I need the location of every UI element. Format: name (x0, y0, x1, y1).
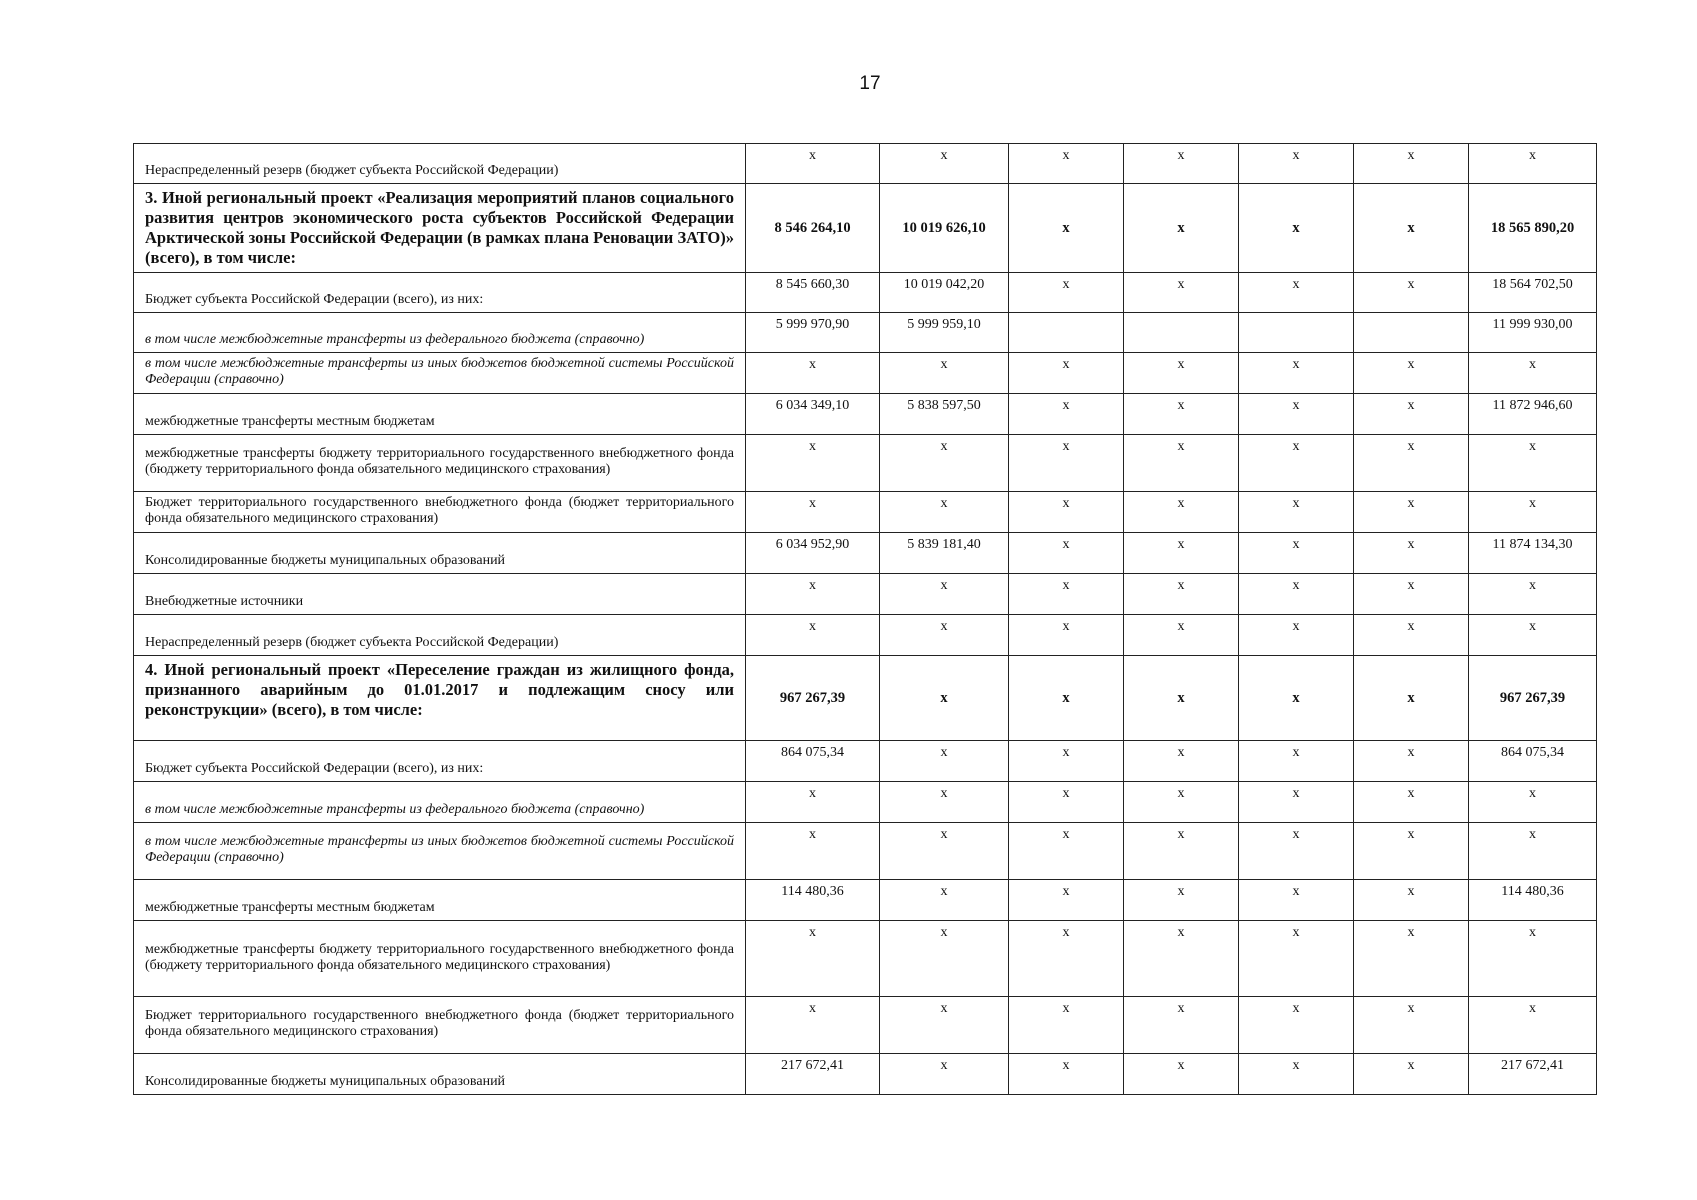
value-cell: х (1239, 880, 1354, 921)
value-cell: х (880, 921, 1009, 997)
value-cell (1354, 313, 1469, 353)
value-cell: х (1009, 782, 1124, 823)
value-cell: х (746, 823, 880, 880)
table-row (134, 574, 1597, 615)
value-cell: х (1239, 656, 1354, 741)
value-cell: х (1124, 997, 1239, 1054)
value-cell: 5 999 970,90 (746, 313, 880, 353)
value-cell: 11 872 946,60 (1469, 394, 1597, 435)
value-cell: 864 075,34 (746, 741, 880, 782)
value-cell: х (1009, 435, 1124, 492)
value-cell: х (1009, 741, 1124, 782)
row-label: в том числе межбюджетные трансферты из федерального бюджета (справочно) (134, 313, 746, 353)
row-label: Бюджет территориального государственного внебюджетного фонда (бюджет территориального фонда обязательного медицинского страхования) (134, 492, 746, 533)
value-cell: х (1239, 273, 1354, 313)
table-row (134, 533, 1597, 574)
value-cell: 114 480,36 (1469, 880, 1597, 921)
value-cell: 114 480,36 (746, 880, 880, 921)
table-row (134, 435, 1597, 492)
value-cell: х (880, 435, 1009, 492)
value-cell: х (1009, 880, 1124, 921)
value-cell: 11 874 134,30 (1469, 533, 1597, 574)
value-cell: х (880, 492, 1009, 533)
row-label: в том числе межбюджетные трансферты из иных бюджетов бюджетной системы Российской Федерации (справочно) (134, 823, 746, 880)
value-cell: х (1124, 880, 1239, 921)
value-cell: х (746, 144, 880, 184)
value-cell: х (880, 823, 1009, 880)
row-label: Бюджет субъекта Российской Федерации (всего), из них: (134, 741, 746, 782)
value-cell: х (1354, 394, 1469, 435)
value-cell: х (1469, 823, 1597, 880)
value-cell: 6 034 952,90 (746, 533, 880, 574)
row-label: Нераспределенный резерв (бюджет субъекта Российской Федерации) (134, 615, 746, 656)
row-label: в том числе межбюджетные трансферты из федерального бюджета (справочно) (134, 782, 746, 823)
value-cell: 967 267,39 (746, 656, 880, 741)
value-cell: х (1469, 144, 1597, 184)
value-cell: х (1124, 1054, 1239, 1095)
value-cell (1009, 313, 1124, 353)
value-cell: х (1469, 615, 1597, 656)
value-cell: 10 019 042,20 (880, 273, 1009, 313)
value-cell: х (1239, 435, 1354, 492)
row-label: межбюджетные трансферты бюджету территориального государственного внебюджетного фонда (бюджету территориального фонда обязательного медицинского страхования) (134, 921, 746, 997)
value-cell: х (1469, 574, 1597, 615)
value-cell: х (1239, 492, 1354, 533)
value-cell: 217 672,41 (1469, 1054, 1597, 1095)
value-cell: х (880, 741, 1009, 782)
value-cell: х (880, 353, 1009, 394)
value-cell: х (1124, 656, 1239, 741)
value-cell: х (746, 492, 880, 533)
value-cell: х (1354, 144, 1469, 184)
value-cell: х (1469, 921, 1597, 997)
row-label: 4. Иной региональный проект «Переселение граждан из жилищного фонда, признанного аварийным до 01.01.2017 и подлежащим сносу или реконструкции» (всего), в том числе: (134, 656, 746, 741)
value-cell: х (880, 997, 1009, 1054)
value-cell: х (880, 782, 1009, 823)
value-cell: х (1124, 741, 1239, 782)
budget-table (133, 143, 1597, 1095)
row-label: Внебюджетные источники (134, 574, 746, 615)
value-cell: х (1009, 823, 1124, 880)
value-cell: х (1354, 184, 1469, 273)
value-cell: х (880, 1054, 1009, 1095)
row-label: Консолидированные бюджеты муниципальных образований (134, 533, 746, 574)
value-cell: х (1354, 492, 1469, 533)
value-cell: х (1124, 184, 1239, 273)
value-cell: х (1354, 741, 1469, 782)
value-cell: х (1239, 353, 1354, 394)
value-cell: х (1009, 921, 1124, 997)
value-cell: х (1124, 533, 1239, 574)
project-section-row (134, 184, 1597, 273)
value-cell: х (1469, 492, 1597, 533)
value-cell: х (1469, 435, 1597, 492)
value-cell: 217 672,41 (746, 1054, 880, 1095)
value-cell: 10 019 626,10 (880, 184, 1009, 273)
table-row (134, 1054, 1597, 1095)
value-cell: х (1124, 823, 1239, 880)
value-cell: х (1354, 1054, 1469, 1095)
value-cell: х (746, 782, 880, 823)
value-cell (1239, 313, 1354, 353)
table-row (134, 921, 1597, 997)
value-cell: х (1009, 184, 1124, 273)
value-cell: х (1009, 273, 1124, 313)
project-section-row (134, 656, 1597, 741)
value-cell: х (1354, 353, 1469, 394)
value-cell: х (880, 880, 1009, 921)
value-cell: х (746, 435, 880, 492)
value-cell: х (1469, 782, 1597, 823)
value-cell: х (1354, 921, 1469, 997)
value-cell: х (1009, 1054, 1124, 1095)
value-cell: х (746, 353, 880, 394)
table-row (134, 997, 1597, 1054)
table-row (134, 823, 1597, 880)
value-cell: х (746, 921, 880, 997)
value-cell: х (1354, 533, 1469, 574)
row-label: Бюджет территориального государственного внебюджетного фонда (бюджет территориального фонда обязательного медицинского страхования) (134, 997, 746, 1054)
value-cell: х (1239, 394, 1354, 435)
row-label: в том числе межбюджетные трансферты из иных бюджетов бюджетной системы Российской Федерации (справочно) (134, 353, 746, 394)
value-cell: 18 564 702,50 (1469, 273, 1597, 313)
value-cell: х (1009, 533, 1124, 574)
table-row (134, 741, 1597, 782)
table-row (134, 880, 1597, 921)
value-cell: х (1124, 921, 1239, 997)
table-row (134, 313, 1597, 353)
value-cell: 8 546 264,10 (746, 184, 880, 273)
value-cell: х (1354, 574, 1469, 615)
table-row (134, 394, 1597, 435)
value-cell: х (1239, 997, 1354, 1054)
value-cell: х (1009, 144, 1124, 184)
value-cell: х (1239, 921, 1354, 997)
value-cell: х (880, 656, 1009, 741)
table-row (134, 273, 1597, 313)
value-cell: х (746, 574, 880, 615)
value-cell: х (1354, 823, 1469, 880)
value-cell: 6 034 349,10 (746, 394, 880, 435)
value-cell: х (1354, 435, 1469, 492)
value-cell: х (1354, 880, 1469, 921)
value-cell: х (1239, 782, 1354, 823)
value-cell: 5 839 181,40 (880, 533, 1009, 574)
value-cell: х (1009, 353, 1124, 394)
value-cell: х (1009, 997, 1124, 1054)
value-cell: х (1239, 615, 1354, 656)
budget-table-body (134, 144, 1597, 1095)
row-label: межбюджетные трансферты бюджету территориального государственного внебюджетного фонда (бюджету территориального фонда обязательного медицинского страхования) (134, 435, 746, 492)
value-cell: х (1124, 144, 1239, 184)
value-cell: х (1354, 782, 1469, 823)
value-cell: х (1124, 394, 1239, 435)
value-cell: 11 999 930,00 (1469, 313, 1597, 353)
value-cell: х (1124, 435, 1239, 492)
table-row (134, 353, 1597, 394)
row-label: Нераспределенный резерв (бюджет субъекта Российской Федерации) (134, 144, 746, 184)
value-cell: х (1354, 615, 1469, 656)
value-cell: х (1469, 997, 1597, 1054)
value-cell: х (1124, 273, 1239, 313)
value-cell: х (1009, 492, 1124, 533)
value-cell (1124, 313, 1239, 353)
value-cell: х (1124, 353, 1239, 394)
value-cell: х (1354, 997, 1469, 1054)
value-cell: х (1239, 533, 1354, 574)
value-cell: х (1239, 574, 1354, 615)
value-cell: х (1239, 184, 1354, 273)
row-label: Бюджет субъекта Российской Федерации (всего), из них: (134, 273, 746, 313)
value-cell: 5 838 597,50 (880, 394, 1009, 435)
table-row (134, 782, 1597, 823)
value-cell: х (1239, 823, 1354, 880)
row-label: 3. Иной региональный проект «Реализация мероприятий планов социального развития центров экономического роста субъектов Российской Федерации Арктической зоны Российской Федерации (в рамках плана Реновации ЗАТО)» (всего), в том числе: (134, 184, 746, 273)
value-cell: х (1124, 782, 1239, 823)
value-cell: х (880, 615, 1009, 656)
value-cell: х (1009, 574, 1124, 615)
value-cell: х (746, 615, 880, 656)
value-cell: 8 545 660,30 (746, 273, 880, 313)
value-cell: х (1239, 144, 1354, 184)
value-cell: х (1354, 656, 1469, 741)
row-label: межбюджетные трансферты местным бюджетам (134, 880, 746, 921)
value-cell: х (1354, 273, 1469, 313)
value-cell: х (1239, 1054, 1354, 1095)
row-label: межбюджетные трансферты местным бюджетам (134, 394, 746, 435)
row-label: Консолидированные бюджеты муниципальных образований (134, 1054, 746, 1095)
value-cell: х (1009, 656, 1124, 741)
value-cell: 967 267,39 (1469, 656, 1597, 741)
table-row (134, 615, 1597, 656)
value-cell: х (1469, 353, 1597, 394)
value-cell: 5 999 959,10 (880, 313, 1009, 353)
value-cell: х (880, 144, 1009, 184)
value-cell: х (746, 997, 880, 1054)
value-cell: х (1124, 492, 1239, 533)
page-number: 17 (859, 73, 881, 94)
value-cell: 864 075,34 (1469, 741, 1597, 782)
value-cell: х (1239, 741, 1354, 782)
table-row (134, 144, 1597, 184)
value-cell: х (1124, 615, 1239, 656)
value-cell: х (1009, 394, 1124, 435)
table-row (134, 492, 1597, 533)
value-cell: х (880, 574, 1009, 615)
value-cell: х (1124, 574, 1239, 615)
value-cell: х (1009, 615, 1124, 656)
value-cell: 18 565 890,20 (1469, 184, 1597, 273)
